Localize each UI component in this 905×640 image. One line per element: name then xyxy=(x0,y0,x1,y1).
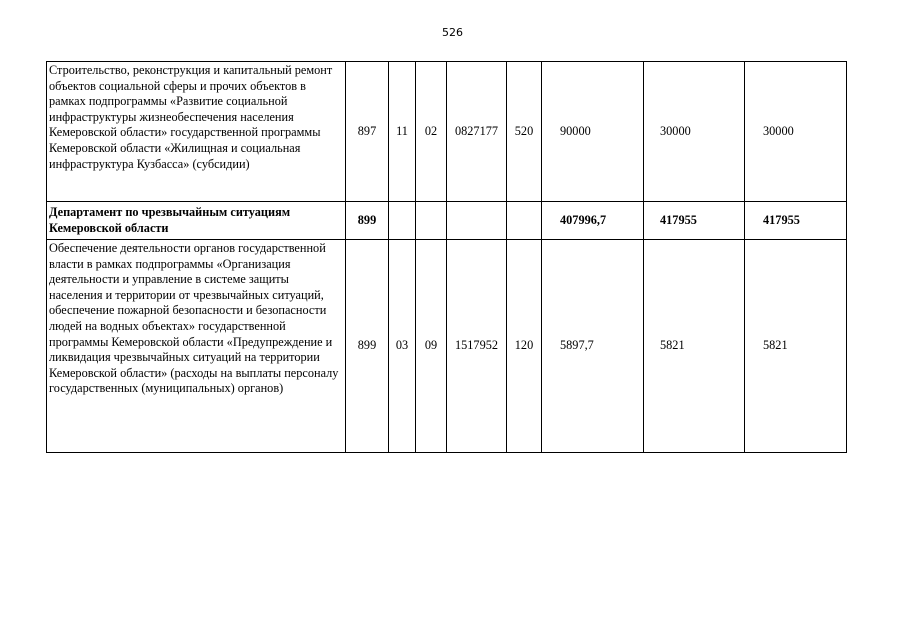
subsection-code xyxy=(416,202,447,240)
amount-year-2: 417955 xyxy=(644,202,745,240)
budget-table xyxy=(46,61,847,453)
amount-year-2: 30000 xyxy=(644,62,745,202)
subsection-code: 02 xyxy=(416,62,447,202)
target-article-code: 1517952 xyxy=(447,240,507,453)
amount-year-1: 5897,7 xyxy=(542,240,644,453)
amount-year-3: 30000 xyxy=(745,62,847,202)
row-description: Строительство, реконструкция и капитальный ремонт объектов социальной сферы и прочих объектов в рамках подпрограммы «Развитие социальной инфраструктуры жизнеобеспечения населения Кемеровской области» государственной программы Кемеровской области «Жилищная и социальная инфраструктура Кузбасса» (субсидии) xyxy=(47,62,346,202)
expense-type-code: 120 xyxy=(507,240,542,453)
section-code: 11 xyxy=(389,62,416,202)
table-row xyxy=(47,240,847,453)
amount-year-1: 90000 xyxy=(542,62,644,202)
grbs-code: 897 xyxy=(346,62,389,202)
row-description: Обеспечение деятельности органов государственной власти в рамках подпрограммы «Организация деятельности и управление в системе защиты населения и территории от чрезвычайных ситуаций, обеспечение пожарной безопасности и безопасности людей на водных объектах» государственной программы Кемеровской области «Предупреждение и ликвидация чрезвычайных ситуаций на территории Кемеровской области» (расходы на выплаты персоналу государственных (муниципальных) органов) xyxy=(47,240,346,453)
row-description: Департамент по чрезвычайным ситуациям Кемеровской области xyxy=(47,202,346,240)
amount-year-1: 407996,7 xyxy=(542,202,644,240)
page-number: 526 xyxy=(442,26,463,39)
grbs-code: 899 xyxy=(346,240,389,453)
expense-type-code: 520 xyxy=(507,62,542,202)
target-article-code: 0827177 xyxy=(447,62,507,202)
expense-type-code xyxy=(507,202,542,240)
section-code xyxy=(389,202,416,240)
grbs-code: 899 xyxy=(346,202,389,240)
table-row xyxy=(47,202,847,240)
table-row xyxy=(47,62,847,202)
subsection-code: 09 xyxy=(416,240,447,453)
amount-year-3: 417955 xyxy=(745,202,847,240)
amount-year-3: 5821 xyxy=(745,240,847,453)
section-code: 03 xyxy=(389,240,416,453)
amount-year-2: 5821 xyxy=(644,240,745,453)
target-article-code xyxy=(447,202,507,240)
